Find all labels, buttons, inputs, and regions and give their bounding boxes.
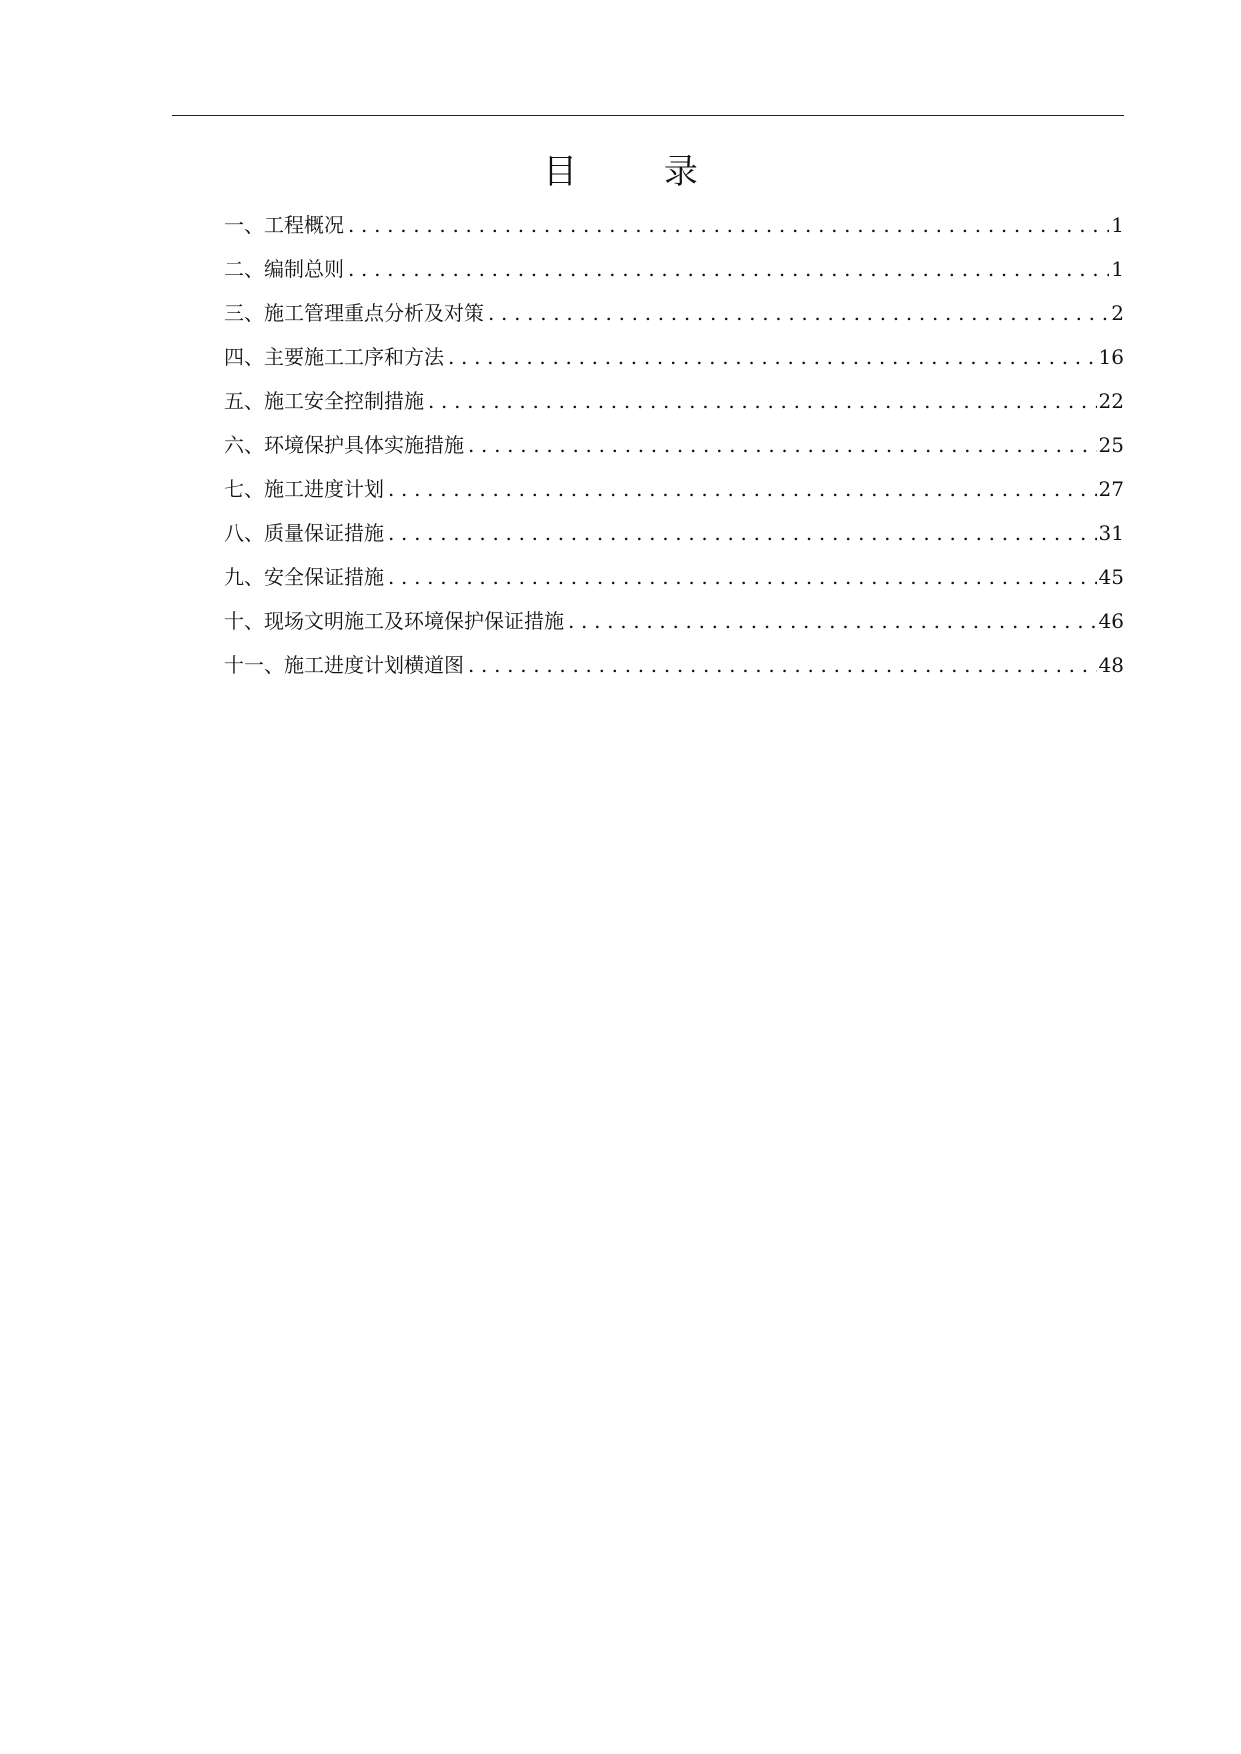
toc-entry[interactable]: [224, 335, 1124, 379]
toc-entry-page: 16: [1098, 345, 1124, 369]
toc-leader: [464, 643, 1097, 687]
toc-entry[interactable]: [224, 511, 1124, 555]
toc-entry-page: 1: [1111, 213, 1124, 237]
toc-leader: [444, 335, 1097, 379]
toc-entry-page: 46: [1098, 609, 1124, 633]
toc-entry-label: 九、安全保证措施: [224, 565, 384, 589]
toc-entry-label: 十一、施工进度计划横道图: [224, 653, 464, 677]
toc-entry[interactable]: [224, 247, 1124, 291]
toc-entry-label: 八、质量保证措施: [224, 521, 384, 545]
toc-leader: [344, 247, 1109, 291]
toc-leader: [424, 379, 1097, 423]
toc-entry-label: 十、现场文明施工及环境保护保证措施: [224, 609, 564, 633]
toc-leader: [384, 555, 1097, 599]
toc-entry-page: 31: [1098, 521, 1124, 545]
toc-entry-page: 1: [1111, 257, 1124, 281]
toc-entry-page: 2: [1111, 301, 1124, 325]
toc-leader: [484, 291, 1109, 335]
toc-entry-label: 七、施工进度计划: [224, 477, 384, 501]
toc-entry-page: 48: [1098, 653, 1124, 677]
toc-entry[interactable]: [224, 379, 1124, 423]
toc-entry-label: 二、编制总则: [224, 257, 344, 281]
toc-leader: [384, 511, 1097, 555]
toc-leader: [564, 599, 1097, 643]
toc-list: [224, 203, 1124, 687]
toc-entry-page: 25: [1098, 433, 1124, 457]
toc-entry[interactable]: [224, 599, 1124, 643]
toc-entry-page: 45: [1098, 565, 1124, 589]
toc-leader: [344, 203, 1109, 247]
toc-entry[interactable]: [224, 555, 1124, 599]
toc-entry-label: 四、主要施工工序和方法: [224, 345, 444, 369]
toc-entry[interactable]: [224, 423, 1124, 467]
toc-entry[interactable]: [224, 643, 1124, 687]
toc-entry-label: 六、环境保护具体实施措施: [224, 433, 464, 457]
toc-entry-page: 27: [1098, 477, 1124, 501]
toc-entry[interactable]: [224, 467, 1124, 511]
toc-entry-label: 一、工程概况: [224, 213, 344, 237]
toc-entry-label: 三、施工管理重点分析及对策: [224, 301, 484, 325]
toc-entry[interactable]: [224, 291, 1124, 335]
toc-entry[interactable]: [224, 203, 1124, 247]
toc-leader: [384, 467, 1097, 511]
header-rule: [172, 115, 1124, 116]
toc-leader: [464, 423, 1097, 467]
toc-entry-page: 22: [1098, 389, 1124, 413]
toc-entry-label: 五、施工安全控制措施: [224, 389, 424, 413]
toc-title: 目 录: [543, 152, 736, 192]
